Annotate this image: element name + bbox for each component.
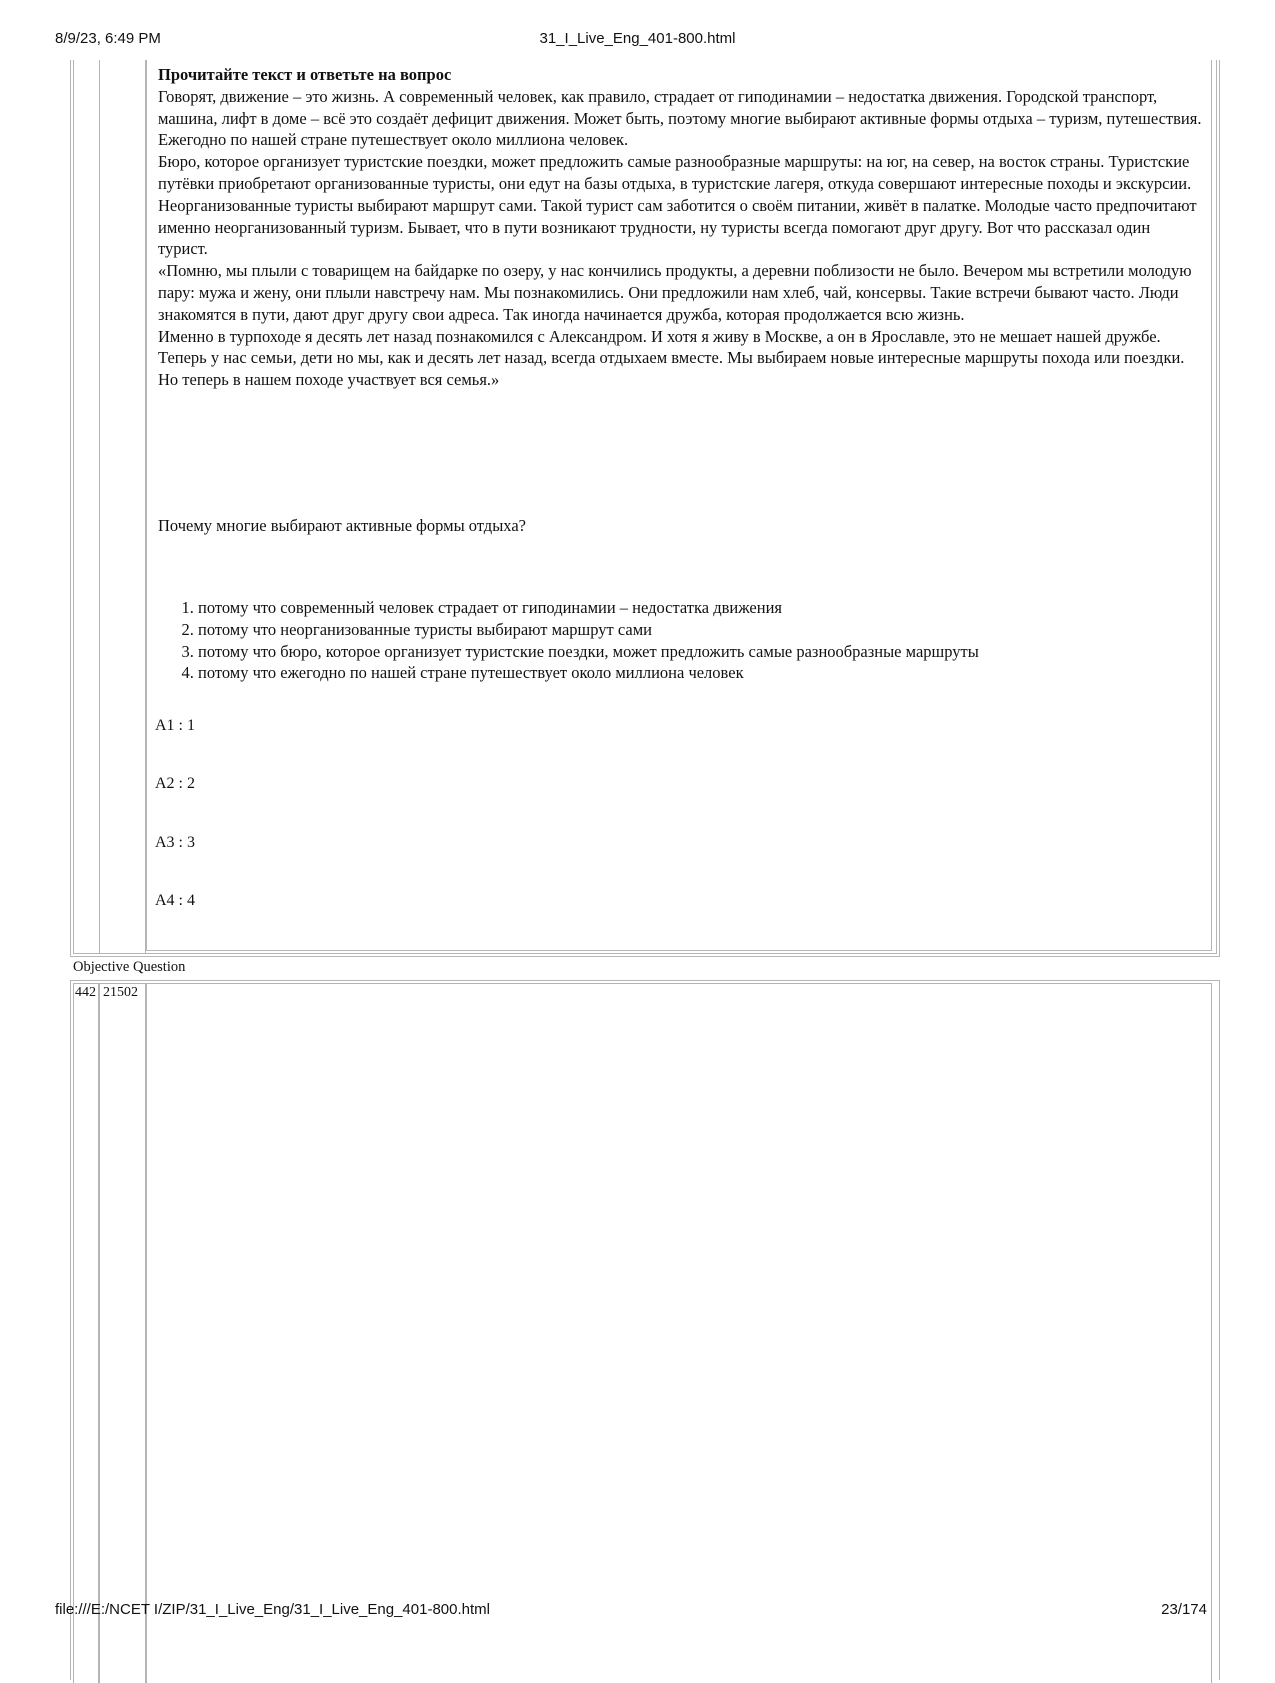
passage-paragraph: Бюро, которое организует туристские поездки, может предложить самые разнообразные маршруты: на юг, на север, на восток страны. Туристские путёвки приобретают организованные туристы, они едут на базы отдыха, в туристские лагеря, откуда совершают интересные походы и экскурсии. [158, 152, 1192, 193]
passage-paragraph: Говорят, движение – это жизнь. А современный человек, как правило, страдает от гиподинамии – недостатка движения. Городской транспорт, машина, лифт в доме – всё это создаёт дефицит движения. Может быть, поэтому многие выбирают активные формы отдыха – туризм, путешествия. Ежегодно по нашей стране путешествует около миллиона человек. [158, 86, 1202, 150]
passage-paragraph: «Помню, мы плыли с товарищем на байдарке по озеру, у нас кончились продукты, а деревни поблизости не было. Вечером мы встретили молодую пару: мужа и жену, они плыли навстречу нам. Мы познакомились. Они предложили нам хлеб, чай, консервы. Такие встречи бывают часто. Люди знакомятся в пути, дают друг другу свои адреса. Так иногда начинается дружба, которая продолжается всю жизнь. [158, 261, 1192, 324]
question-text: Почему многие выбирают активные формы отдыха? [158, 516, 526, 535]
id-cell-border [99, 60, 146, 954]
serial-number: 442 [75, 985, 96, 1000]
options-list [158, 597, 979, 684]
option-item: 4. потому что ежегодно по нашей стране путешествует около миллиона человек [198, 662, 979, 684]
passage-title: Прочитайте текст и ответьте на вопрос [158, 65, 452, 84]
print-datetime: 8/9/23, 6:49 PM [55, 30, 161, 47]
print-doc-title: 31_I_Live_Eng_401-800.html [539, 30, 736, 47]
answer-line: A1 : 1 [155, 717, 195, 734]
passage-paragraph: Именно в турпоходе я десять лет назад познакомился с Александром. И хотя я живу в Москве, а он в Ярославле, это не мешает нашей дружбе. Теперь у нас семьи, дети но мы, как и десять лет назад, всегда отдыхаем вместе. Мы выбираем новые интересные маршруты похода или поездки. Но теперь в нашем походе участвует вся семья.» [158, 326, 1185, 390]
print-file-path: file:///E:/NCET I/ZIP/31_I_Live_Eng/31_I_Live_Eng_401-800.html [55, 1601, 490, 1618]
question-id: 21502 [103, 985, 138, 1000]
answer-line: A4 : 4 [155, 892, 195, 909]
answer-line: A3 : 3 [155, 834, 195, 851]
option-item: 2. потому что неорганизованные туристы выбирают маршрут сами [198, 619, 979, 641]
answer-line: A2 : 2 [155, 775, 195, 792]
reading-passage [158, 64, 1204, 391]
serial-cell [73, 983, 99, 1683]
passage-paragraph: Неорганизованные туристы выбирают маршрут сами. Такой турист сам заботится о своём питании, живёт в палатке. Молодые часто предпочитают именно неорганизованный туризм. Бывает, что в пути возникают трудности, ну туристы всегда помогают друг другу. Вот что рассказал один турист. [158, 195, 1197, 259]
print-page-number: 23/174 [1161, 1601, 1207, 1618]
option-item: 1. потому что современный человек страдает от гиподинамии – недостатка движения [198, 597, 979, 619]
option-item: 3. потому что бюро, которое организует туристские поездки, может предложить самые разнообразные маршруты [198, 641, 979, 663]
question-type-label: Objective Question [73, 959, 186, 975]
next-question-content-cell [146, 983, 1212, 1683]
question-id-cell [99, 983, 146, 1683]
